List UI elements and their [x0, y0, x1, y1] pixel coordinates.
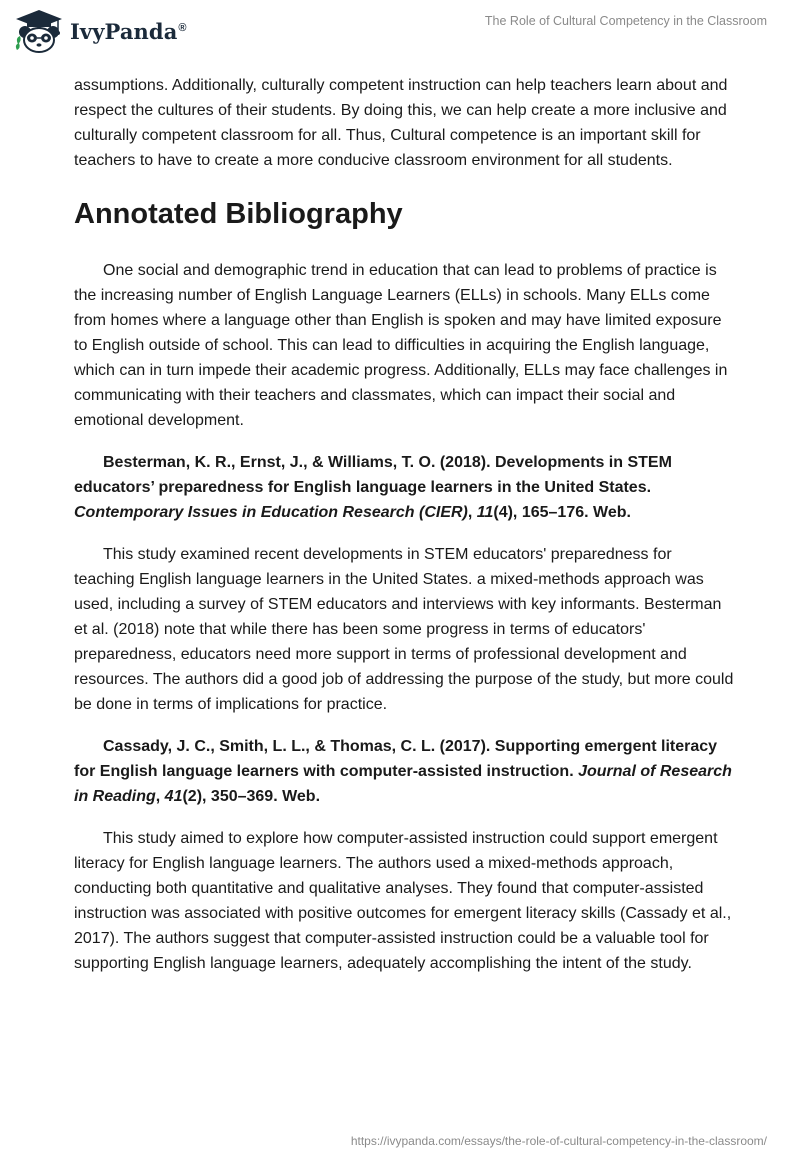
registered-mark: ® [178, 21, 187, 34]
overview-paragraph: One social and demographic trend in education that can lead to problems of practice is the increasing number of English Language Learners (ELLs) in schools. Many ELLs come from homes where a language other than English is spoken and may have limited exposure to English outside of school. This can lead to difficulties in acquiring the English language, which can in turn impede their academic progress. Additionally, ELLs may face challenges in communicating with their teachers and classmates, which can impact their social and emotional development. [74, 262, 728, 429]
reference-authors-title: Besterman, K. R., Ernst, J., & Williams, T. O. (2018). Developments in STEM educators’ preparedness for English language learners in the United States. [74, 454, 672, 496]
reference-volume: 11 [476, 504, 494, 521]
reference-volume: 41 [164, 788, 183, 805]
reference-separator: , [155, 788, 165, 805]
reference-authors-title: Cassady, J. C., Smith, L. L., & Thomas, C. L. (2017). Supporting emergent literacy for English language learners with computer-assisted instruction. [74, 738, 718, 780]
document-title: The Role of Cultural Competency in the Classroom [484, 14, 767, 28]
page-header [0, 0, 800, 62]
ivypanda-logo[interactable] [14, 8, 187, 54]
section-heading: Annotated Bibliography [74, 198, 403, 230]
reference-pages: (4), 165–176. Web. [493, 504, 631, 521]
source-url-link[interactable]: https://ivypanda.com/essays/the-role-of-cultural-competency-in-the-classroom/ [350, 1134, 767, 1148]
reference-journal: Journal of Research in Reading [74, 763, 732, 805]
reference-entry [74, 450, 734, 525]
panda-graduate-icon [14, 8, 64, 54]
reference-journal: Contemporary Issues in Education Research (CIER) [74, 504, 468, 521]
annotation-paragraph: This study examined recent developments in STEM educators' preparedness for teaching English language learners in the United States. a mixed-methods approach was used, including a survey of STEM educators and interviews with key informants. Besterman et al. (2018) note that while there has been some progress in terms of educators' preparedness, educators need more support in terms of professional development and resources. The authors did a good job of addressing the purpose of the study, but more could be done in terms of implications for practice. [74, 546, 734, 713]
intro-paragraph: assumptions. Additionally, culturally competent instruction can help teachers learn about and respect the cultures of their students. By doing this, we can help create a more inclusive and culturally competent classroom for all. Thus, Cultural competence is an important skill for teachers to have to create a more conducive classroom environment for all students. [74, 77, 728, 169]
annotation-paragraph: This study aimed to explore how computer-assisted instruction could support emergent literacy for English language learners. The authors used a mixed-methods approach, conducting both quantitative and qualitative analyses. They found that computer-assisted instruction was associated with positive outcomes for emergent literacy skills (Cassady et al., 2017). The authors suggest that computer-assisted instruction could be a valuable tool for supporting English language learners, adequately accomplishing the intent of the study. [74, 830, 732, 972]
essay-content [74, 73, 734, 976]
reference-entry [74, 734, 734, 809]
logo-wordmark: IvyPanda® [70, 18, 187, 44]
reference-pages: (2), 350–369. Web. [182, 788, 321, 805]
reference-separator: , [467, 504, 477, 521]
